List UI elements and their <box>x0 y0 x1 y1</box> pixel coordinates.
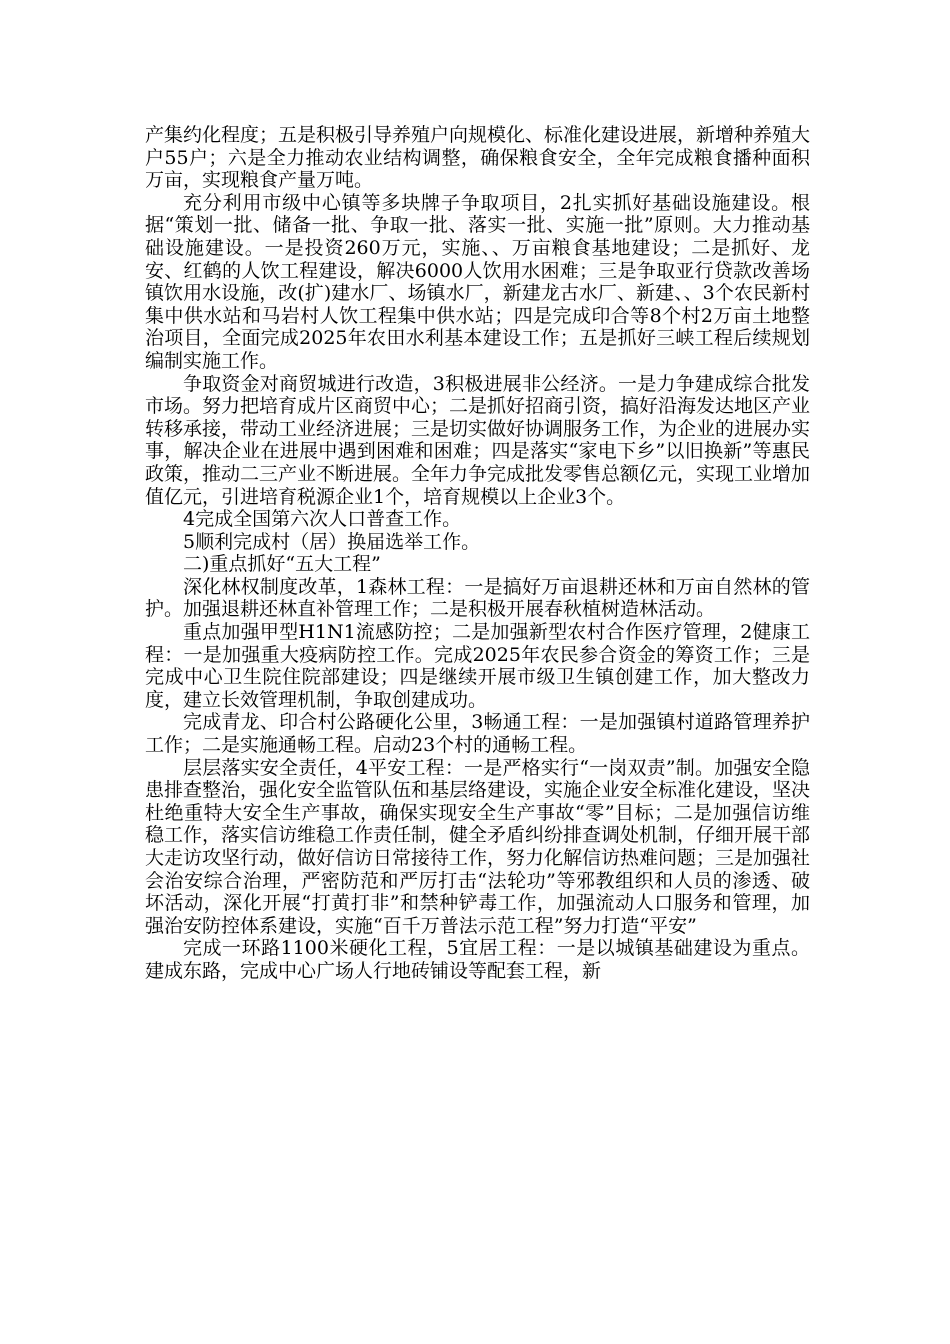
paragraph-1: 产集约化程度；五是积极引导养殖户向规模化、标准化建设进展，新增种养殖大户55户；六是全力推动农业结构调整，确保粮食安全，全年完成粮食播种面积万亩，实现粮食产量万吨。 <box>145 124 811 192</box>
paragraph-4: 4完成全国第六次人口普查工作。 <box>183 508 462 531</box>
section-heading: 二)重点抓好“五大工程” <box>183 553 381 576</box>
paragraph-6: 深化林权制度改革，1森林工程：一是搞好万亩退耕还林和万亩自然林的管护。加强退耕还林直补管理工作；二是积极开展春秋植树造林活动。 <box>145 575 810 621</box>
paragraph-8: 完成青龙、印合村公路硬化公里，3畅通工程：一是加强镇村道路管理养护工作；二是实施通畅工程。启动23个村的通畅工程。 <box>145 711 810 757</box>
paragraph-9: 层层落实安全责任，4平安工程：一是严格实行“一岗双责”制。加强安全隐患排查整治，强化安全监管队伍和基层络建设，实施企业安全标准化建设，坚决杜绝重特大安全生产事故，确保实现安全生产事故“零”目标；二是加强信访维稳工作，落实信访维稳工作责任制，健全矛盾纠纷排查调处机制，仔细开展干部大走访攻坚行动，做好信访日常接待工作，努力化解信访热难问题；三是加强社会治安综合治理，严密防范和严厉打击“法轮功”等邪教组织和人员的渗透、破坏活动，深化开展“打黄打非”和禁种铲毒工作，加强流动人口服务和管理，加强治安防控体系建设，实施“百千万普法示范工程”努力打造“平安” <box>145 756 811 937</box>
paragraph-2: 充分利用市级中心镇等多块牌子争取项目，2扎实抓好基础设施建设。根据“策划一批、储备一批、争取一批、落实一批、实施一批”原则。大力推动基础设施建设。一是投资260万元，实施、、万亩粮食基地建设；二是抓好、龙安、红鹤的人饮工程建设，解决6000人饮用水困难；三是争取亚行贷款改善场镇饮用水设施，改(扩)建水厂、场镇水厂，新建龙古水厂、新建、、3个农民新村集中供水站和马岩村人饮工程集中供水站；四是完成印合等8个村2万亩土地整治项目，全面完成2025年农田水利基本建设工作；五是抓好三峡工程后续规划编制实施工作。 <box>145 191 810 372</box>
paragraph-5: 5顺利完成村（居）换届选举工作。 <box>183 530 481 553</box>
document-body <box>145 124 810 983</box>
paragraph-3: 争取资金对商贸城进行改造，3积极进展非公经济。一是力争建成综合批发市场。努力把培育成片区商贸中心；二是抓好招商引资，搞好沿海发达地区产业转移承接，带动工业经济进展；三是切实做好协调服务工作，为企业的进展办实事，解决企业在进展中遇到困难和困难；四是落实“家电下乡”以旧换新”等惠民政策，推动二三产业不断进展。全年力争完成批发零售总额亿元，实现工业增加值亿元，引进培育税源企业1个，培育规模以上企业3个。 <box>145 372 811 508</box>
paragraph-10: 完成一环路1100米硬化工程，5宜居工程：一是以城镇基础建设为重点。建成东路，完成中心广场人行地砖铺设等配套工程，新 <box>145 937 810 982</box>
paragraph-7: 重点加强甲型H1N1流感防控；二是加强新型农村合作医疗管理，2健康工程：一是加强重大疫病防控工作。完成2025年农民参合资金的筹资工作；三是完成中心卫生院住院部建设；四是继续开展市级卫生镇创建工作，加大整改力度，建立长效管理机制，争取创建成功。 <box>145 621 810 711</box>
